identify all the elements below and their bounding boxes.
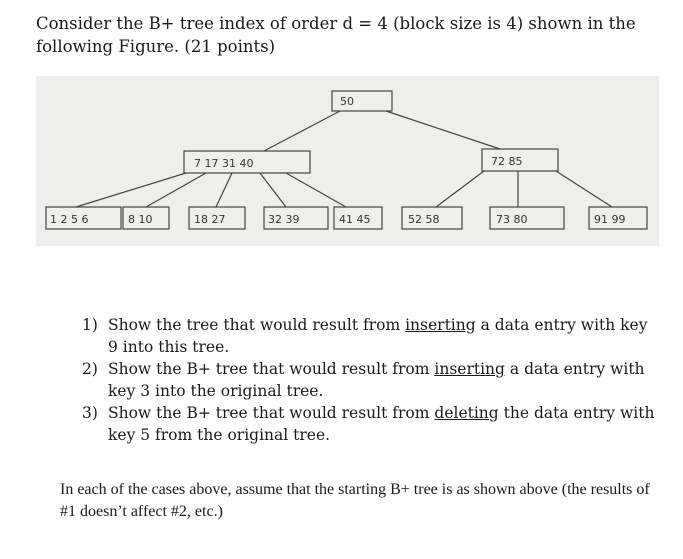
- question-text-post: the data entry with key 5 from the original tree.: [108, 404, 655, 444]
- question-text-post: a data entry with key 3 into the original tree.: [108, 360, 645, 400]
- question-item: [82, 358, 662, 402]
- question-text-pre: Show the B+ tree that would result from: [108, 404, 435, 422]
- leaf-keys-6: 52 58: [408, 213, 440, 226]
- bplus-tree-figure: [36, 76, 659, 246]
- question-text-pre: Show the B+ tree that would result from: [108, 360, 435, 378]
- internal-left-keys: 7 17 31 40: [194, 157, 254, 170]
- leaf-keys-1: 1 2 5 6: [50, 213, 89, 226]
- leaf-keys-8: 91 99: [594, 213, 626, 226]
- question-number: 2): [82, 360, 98, 378]
- leaf-keys-5: 41 45: [339, 213, 371, 226]
- leaf-keys-3: 18 27: [194, 213, 226, 226]
- question-text-pre: Show the tree that would result from: [108, 316, 406, 334]
- question-keyword: deleting: [434, 404, 499, 422]
- assumption-note: In each of the cases above, assume that the starting B+ tree is as shown above (the results of #1 doesn’t affect #2, etc.): [60, 481, 650, 520]
- leaf-keys-2: 8 10: [128, 213, 153, 226]
- internal-right-keys: 72 85: [491, 155, 523, 168]
- question-text-post: a data entry with key 9 into this tree.: [108, 316, 648, 356]
- question-item: [82, 314, 662, 358]
- question-item: [82, 402, 662, 446]
- question-keyword: inserting: [405, 316, 476, 334]
- root-keys: 50: [340, 95, 354, 108]
- question-keyword: inserting: [434, 360, 505, 378]
- leaf-keys-7: 73 80: [496, 213, 528, 226]
- bplus-tree-svg: [36, 76, 659, 246]
- leaf-keys-4: 32 39: [268, 213, 300, 226]
- problem-intro: Consider the B+ tree index of order d = 4 (block size is 4) shown in the following Figure. (21 points): [36, 14, 636, 56]
- question-number: 3): [82, 404, 98, 422]
- question-number: 1): [82, 316, 98, 334]
- question-list: [82, 314, 662, 446]
